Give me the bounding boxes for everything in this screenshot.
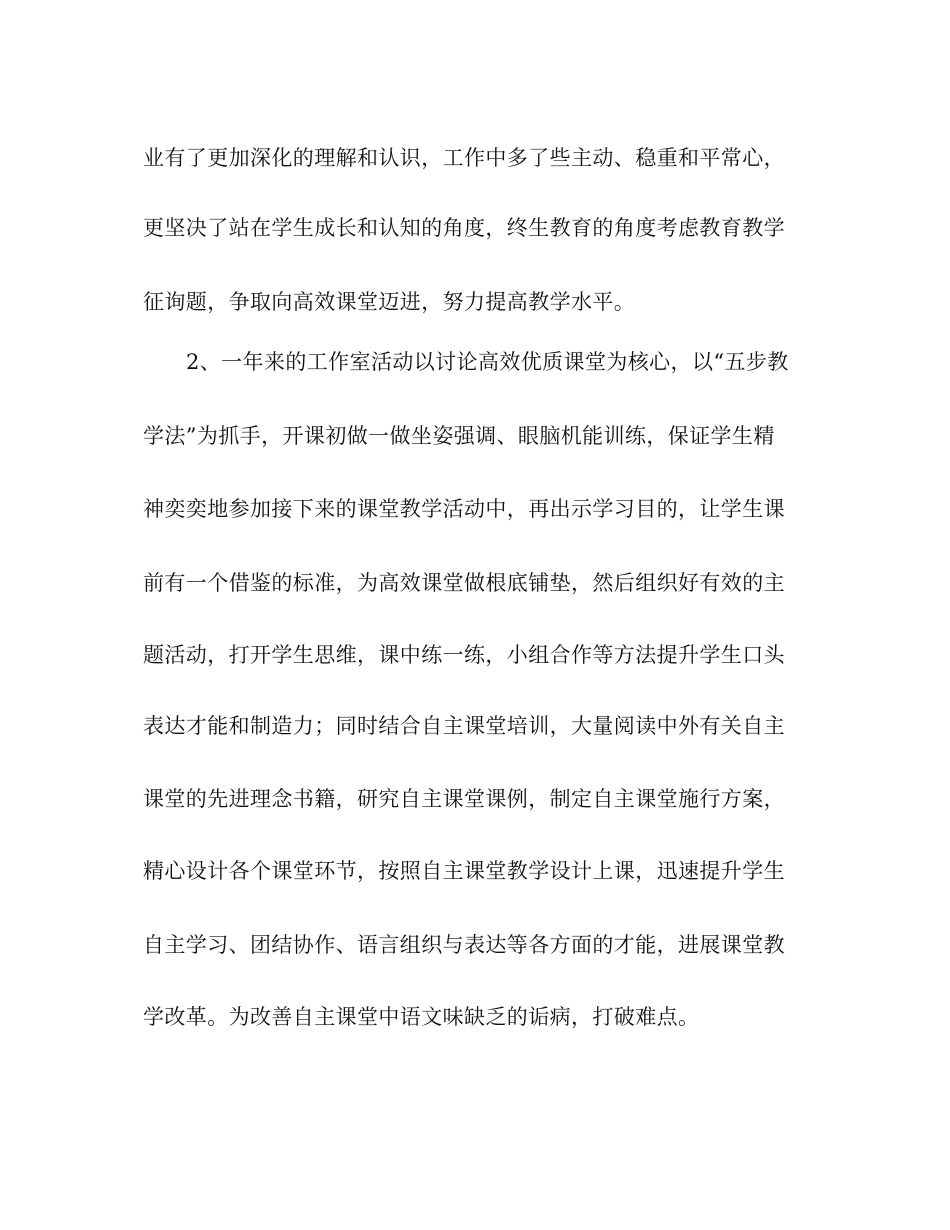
paragraph-line: 征询题，争取向高效课堂迈进，努力提高教学水平。 — [143, 290, 636, 314]
paragraph-line: 题活动，打开学生思维，课中练一练，小组合作等方法提升学生口头 — [143, 643, 785, 667]
paragraph-line: 神奕奕地参加接下来的课堂教学活动中，再出示学习目的，让学生课 — [143, 497, 785, 521]
paragraph-line: 业有了更加深化的理解和认识，工作中多了些主动、稳重和平常心， — [143, 146, 785, 170]
paragraph-line: 学改革。为改善自主课堂中语文味缺乏的诟病，打破难点。 — [143, 1005, 700, 1029]
paragraph-line: 表达才能和制造力；同时结合自主课堂培训，大量阅读中外有关自主 — [143, 714, 785, 738]
paragraph-line: 课堂的先进理念书籍，研究自主课堂课例，制定自主课堂施行方案， — [143, 787, 785, 811]
paragraph-line: 自主学习、团结协作、语言组织与表达等各方面的才能，进展课堂教 — [143, 933, 785, 957]
paragraph-line: 更坚决了站在学生成长和认知的角度，终生教育的角度考虑教育教学 — [143, 216, 785, 240]
paragraph-line-indented: 2、一年来的工作室活动以讨论高效优质课堂为核心，以“五步教 — [186, 350, 789, 374]
paragraph-line: 前有一个借鉴的标准，为高效课堂做根底铺垫，然后组织好有效的主 — [143, 571, 785, 595]
paragraph-line: 精心设计各个课堂环节，按照自主课堂教学设计上课，迅速提升学生 — [143, 859, 785, 883]
paragraph-line: 学法”为抓手，开课初做一做坐姿强调、眼脑机能训练，保证学生精 — [143, 424, 775, 448]
